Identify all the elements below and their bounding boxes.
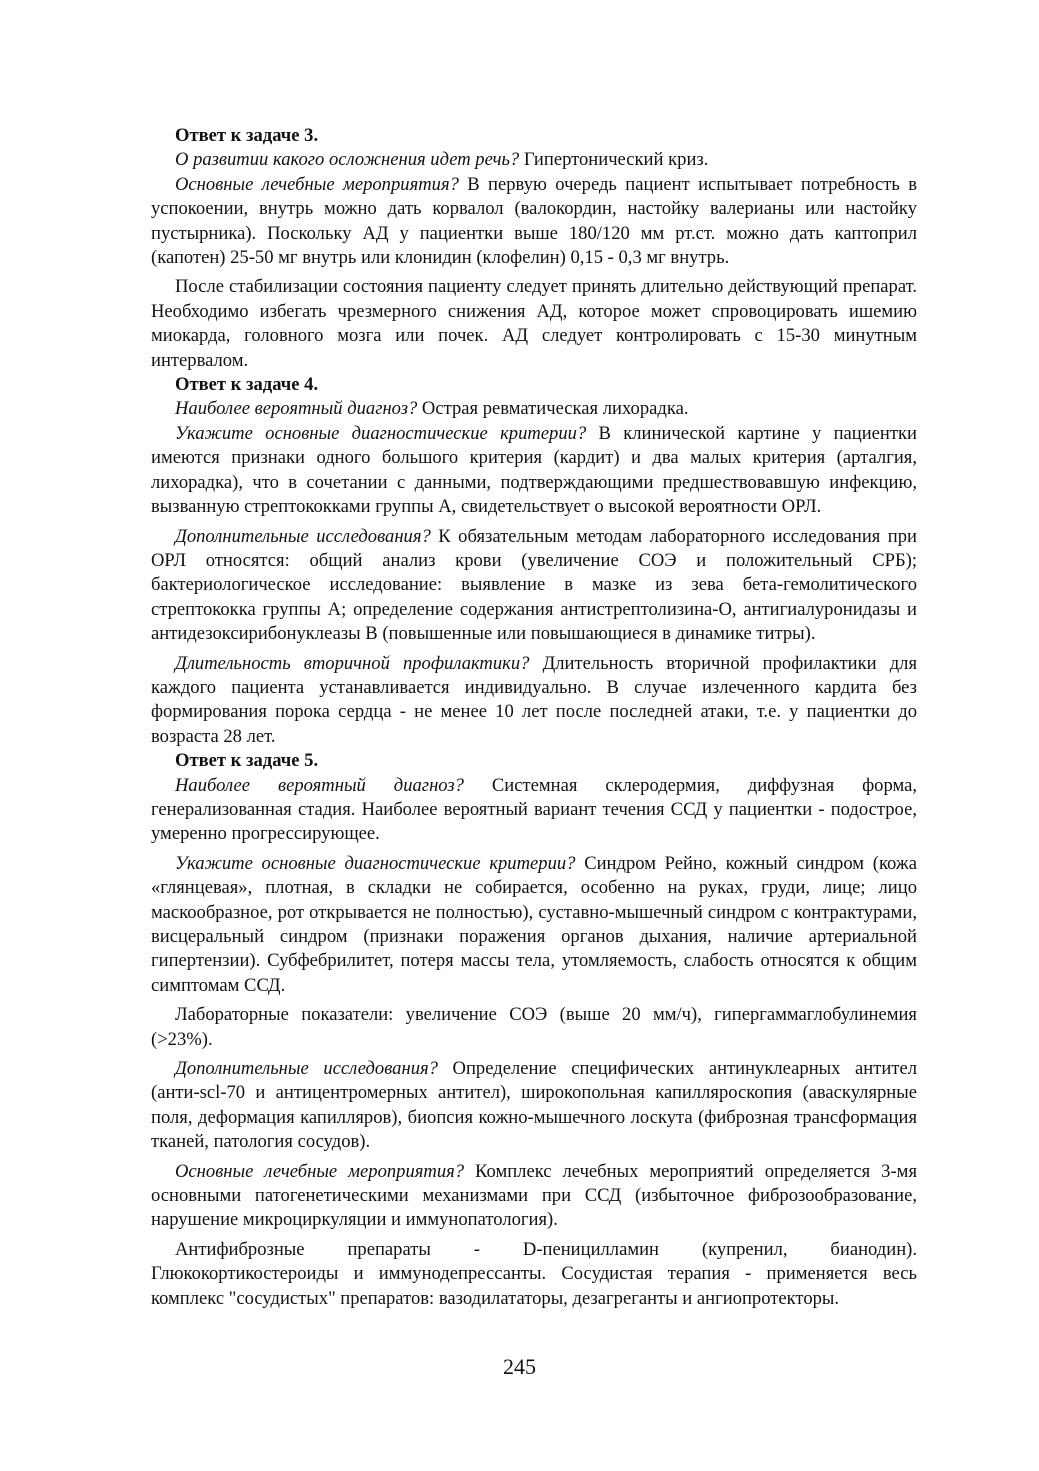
answer-text: Комплекс лечебных мероприятий определяется 3-мя основными патогенетическими механизмами при ССД (избыточное фиброзообразование, нарушение микроциркуляции и иммунопатология). — [151, 1160, 917, 1231]
answer-text: В клинической картине у пациентки имеются признаки одного большого критерия (кардит) и два малых критерия (арталгия, лихорадка), что в сочетании с данными, подтверждающими предшествовавшую инфекцию, вызванную стрептококками группы А, свидетельствует о высокой вероятности ОРЛ. — [151, 422, 917, 518]
body-paragraph: Антифиброзные препараты - D-пеницилламин (купренил, бианодин). Глюкокортикостероиды и иммунодепрессанты. Сосудистая терапия - применяется весь комплекс "сосудистых" препаратов: вазодилататоры, дезагреганты и ангиопротекторы. — [151, 1238, 917, 1309]
answer-paragraph — [151, 1057, 917, 1155]
question-text: Укажите основные диагностические критерии? — [175, 422, 587, 444]
section-heading: Ответ к задаче 3. — [175, 125, 319, 146]
answer-paragraph — [151, 422, 917, 520]
answer-paragraph — [151, 852, 917, 998]
question-text: Укажите основные диагностические критерии? — [175, 852, 576, 874]
question-text: Дополнительные исследования? — [175, 1058, 438, 1080]
question-text: Дополнительные исследования? — [175, 525, 431, 547]
page-number: 245 — [503, 1354, 536, 1379]
answer-text: Синдром Рейно, кожный синдром (кожа «глянцевая», плотная, в складки не собирается, особенно на руках, груди, лице; лицо маскообразное, рот открывается не полностью), суставно-мышечный синдром с контрактурами, висцеральный синдром (признаки поражения органов дыхания, наличие артериальной гипертензии). Субфебрилитет, потеря массы тела, утомляемость, слабость относятся к общим симптомам ССД. — [151, 852, 917, 996]
section-heading: Ответ к задаче 5. — [175, 750, 319, 772]
body-paragraph: После стабилизации состояния пациенту следует принять длительно действующий препарат. Необходимо избегать чрезмерного снижения АД, которое может спровоцировать ишемию миокарда, головного мозга или почек. АД следует контролировать с 15-30 минутным интервалом. — [151, 276, 917, 371]
answer-paragraph — [151, 774, 917, 847]
answer-text: Гипертонический криз. — [519, 149, 709, 171]
section-heading: Ответ к задаче 4. — [175, 374, 319, 396]
answer-text: Системная склеродермия, диффузная форма, генерализованная стадия. Наиболее вероятный вариант течения ССД у пациентки - подострое, умеренно прогрессирующее. — [151, 774, 917, 845]
question-text: Основные лечебные мероприятия? — [175, 173, 459, 195]
question-text: Основные лечебные мероприятия? — [175, 1160, 465, 1182]
question-text: Наиболее вероятный диагноз? — [175, 398, 418, 420]
question-text: Наиболее вероятный диагноз? — [175, 774, 464, 796]
answer-text: В первую очередь пациент испытывает потребность в успокоении, внутрь можно дать корвалол (валокордин, настойку валерианы или настойку пустырника). Поскольку АД у пациентки выше 180/120 мм рт.ст. можно дать каптоприл (капотен) 25-50 мг внутрь или клонидин (клофелин) 0,15 - 0,3 мг внутрь. — [151, 173, 917, 269]
body-paragraph: Лабораторные показатели: увеличение СОЭ (выше 20 мм/ч), гипергаммаглобулинемия (>23%). — [151, 1004, 917, 1050]
answer-paragraph — [151, 525, 917, 647]
answer-paragraph — [151, 148, 917, 172]
answer-text: Определение специфических антинуклеарных антител (анти-scl-70 и антицентромерных антител), широкопольная капилляроскопия (аваскулярные поля, деформация капилляров), биопсия кожно-мышечного лоскута (фиброзная трансформация тканей, патология сосудов). — [151, 1058, 917, 1153]
answer-paragraph — [151, 1160, 917, 1233]
answer-text: Острая ревматическая лихорадка. — [417, 398, 689, 420]
question-text: О развитии какого осложнения идет речь? — [175, 149, 520, 171]
answer-text: К обязательным методам лабораторного исследования при ОРЛ относятся: общий анализ крови (увеличение СОЭ и положительный СРБ); бактериологическое исследование: выявление в мазке из зева бета-гемолитического стрептококка группы А; определение содержания антистрептолизина-О, антигиалуронидазы и антидезоксирибонуклеазы В (повышенные или повышающиеся в динамике титры). — [151, 525, 917, 645]
question-text: Длительность вторичной профилактики? — [175, 652, 530, 674]
answer-paragraph — [151, 652, 917, 750]
answer-paragraph — [151, 397, 917, 421]
answer-paragraph — [151, 173, 917, 271]
answer-text: Длительность вторичной профилактики для каждого пациента устанавливается индивидуально. В случае излеченного кардита без формирования порока сердца - не менее 10 лет после последней атаки, т.е. у пациентки до возраста 28 лет. — [151, 652, 917, 747]
page-body — [151, 124, 917, 1311]
